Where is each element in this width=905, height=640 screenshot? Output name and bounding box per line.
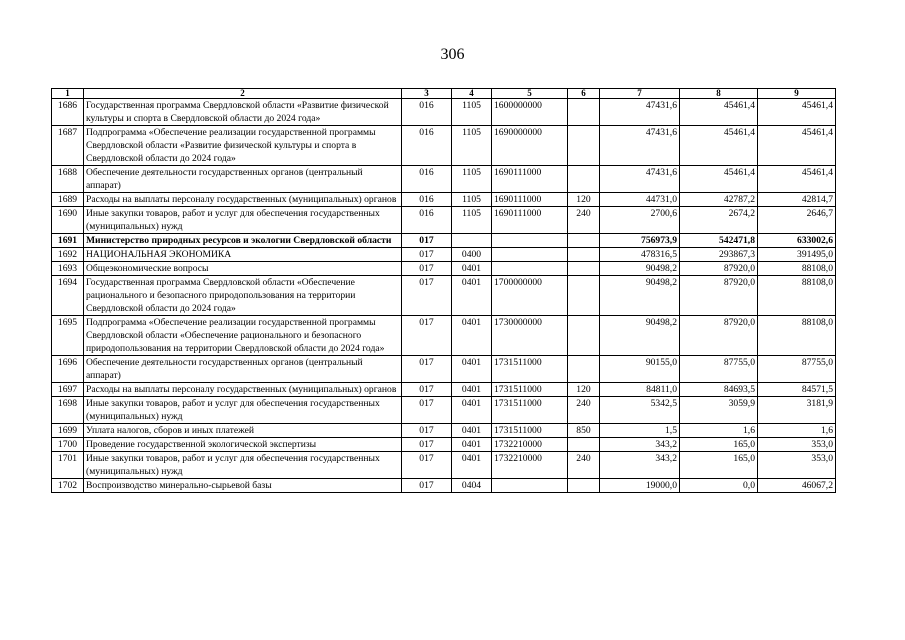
row-name: НАЦИОНАЛЬНАЯ ЭКОНОМИКА [84, 248, 402, 262]
row-section-code: 1105 [452, 193, 492, 207]
row-amount-col9: 84571,5 [758, 383, 836, 397]
row-expense-type: 240 [568, 397, 600, 424]
col-header: 2 [84, 89, 402, 99]
row-expense-type [568, 262, 600, 276]
row-target-code: 1731511000 [492, 356, 568, 383]
row-expense-type [568, 234, 600, 248]
row-amount-col9: 1,6 [758, 424, 836, 438]
row-expense-type [568, 438, 600, 452]
row-name: Общеэкономические вопросы [84, 262, 402, 276]
row-number: 1702 [52, 479, 84, 493]
row-amount-col8: 1,6 [680, 424, 758, 438]
col-header: 3 [402, 89, 452, 99]
row-admin-code: 016 [402, 126, 452, 166]
row-amount-col8: 165,0 [680, 438, 758, 452]
row-amount-col8: 42787,2 [680, 193, 758, 207]
col-header: 6 [568, 89, 600, 99]
row-name: Расходы на выплаты персоналу государственных (муниципальных) органов [84, 383, 402, 397]
row-amount-col8: 87920,0 [680, 276, 758, 316]
row-number: 1686 [52, 99, 84, 126]
row-amount-col9: 88108,0 [758, 262, 836, 276]
row-amount-col9: 88108,0 [758, 316, 836, 356]
row-amount-col7: 478316,5 [600, 248, 680, 262]
row-name: Государственная программа Свердловской области «Обеспечение рационального и безопасного природопользования на территории Свердловской области до 2024 года» [84, 276, 402, 316]
table-row [52, 356, 836, 383]
row-amount-col7: 343,2 [600, 452, 680, 479]
row-number: 1694 [52, 276, 84, 316]
row-expense-type: 240 [568, 452, 600, 479]
row-section-code: 0401 [452, 438, 492, 452]
row-target-code [492, 262, 568, 276]
row-expense-type [568, 316, 600, 356]
row-section-code: 1105 [452, 207, 492, 234]
row-section-code: 0401 [452, 316, 492, 356]
row-amount-col8: 542471,8 [680, 234, 758, 248]
row-expense-type [568, 248, 600, 262]
row-amount-col7: 756973,9 [600, 234, 680, 248]
row-amount-col9: 42814,7 [758, 193, 836, 207]
row-number: 1693 [52, 262, 84, 276]
row-target-code: 1731511000 [492, 383, 568, 397]
row-target-code: 1700000000 [492, 276, 568, 316]
row-admin-code: 017 [402, 383, 452, 397]
row-name: Иные закупки товаров, работ и услуг для обеспечения государственных (муниципальных) нужд [84, 397, 402, 424]
col-header: 5 [492, 89, 568, 99]
row-amount-col9: 87755,0 [758, 356, 836, 383]
row-amount-col7: 90498,2 [600, 316, 680, 356]
row-amount-col9: 633002,6 [758, 234, 836, 248]
row-name: Обеспечение деятельности государственных органов (центральный аппарат) [84, 356, 402, 383]
row-admin-code: 017 [402, 248, 452, 262]
row-number: 1700 [52, 438, 84, 452]
row-expense-type [568, 479, 600, 493]
row-amount-col8: 45461,4 [680, 126, 758, 166]
table-row [52, 397, 836, 424]
row-target-code [492, 479, 568, 493]
table-row [52, 479, 836, 493]
row-target-code: 1690000000 [492, 126, 568, 166]
row-expense-type: 240 [568, 207, 600, 234]
row-name: Иные закупки товаров, работ и услуг для обеспечения государственных (муниципальных) нужд [84, 452, 402, 479]
row-name: Подпрограмма «Обеспечение реализации государственной программы Свердловской области «Развитие физической культуры и спорта в Свердловской области до 2024 года» [84, 126, 402, 166]
row-name: Иные закупки товаров, работ и услуг для обеспечения государственных (муниципальных) нужд [84, 207, 402, 234]
row-amount-col7: 44731,0 [600, 193, 680, 207]
row-amount-col8: 3059,9 [680, 397, 758, 424]
row-target-code: 1731511000 [492, 424, 568, 438]
col-header: 8 [680, 89, 758, 99]
table-header-row [52, 89, 836, 99]
row-section-code: 0401 [452, 397, 492, 424]
row-section-code: 0401 [452, 452, 492, 479]
row-amount-col9: 88108,0 [758, 276, 836, 316]
row-name: Подпрограмма «Обеспечение реализации государственной программы Свердловской области «Обеспечение рационального и безопасного природопользования на территории Свердловской области до 2024 года» [84, 316, 402, 356]
table-row [52, 276, 836, 316]
row-amount-col9: 45461,4 [758, 166, 836, 193]
row-target-code [492, 234, 568, 248]
row-amount-col9: 3181,9 [758, 397, 836, 424]
row-target-code: 1732210000 [492, 438, 568, 452]
row-section-code [452, 234, 492, 248]
row-expense-type: 120 [568, 383, 600, 397]
row-number: 1699 [52, 424, 84, 438]
budget-table [51, 88, 836, 493]
row-amount-col8: 87755,0 [680, 356, 758, 383]
table-row [52, 383, 836, 397]
row-admin-code: 017 [402, 316, 452, 356]
row-number: 1687 [52, 126, 84, 166]
table-row [52, 99, 836, 126]
row-amount-col9: 391495,0 [758, 248, 836, 262]
row-admin-code: 016 [402, 193, 452, 207]
row-admin-code: 016 [402, 207, 452, 234]
row-amount-col7: 2700,6 [600, 207, 680, 234]
row-amount-col7: 47431,6 [600, 99, 680, 126]
row-amount-col7: 47431,6 [600, 166, 680, 193]
table-body [52, 99, 836, 493]
row-amount-col7: 1,5 [600, 424, 680, 438]
row-target-code: 1690111000 [492, 166, 568, 193]
row-amount-col7: 5342,5 [600, 397, 680, 424]
row-admin-code: 016 [402, 166, 452, 193]
row-expense-type: 850 [568, 424, 600, 438]
col-header: 4 [452, 89, 492, 99]
row-expense-type [568, 166, 600, 193]
row-amount-col9: 353,0 [758, 438, 836, 452]
row-section-code: 1105 [452, 99, 492, 126]
row-amount-col7: 19000,0 [600, 479, 680, 493]
table-row [52, 438, 836, 452]
row-amount-col9: 46067,2 [758, 479, 836, 493]
table-row [52, 126, 836, 166]
row-number: 1690 [52, 207, 84, 234]
row-section-code: 0401 [452, 424, 492, 438]
row-target-code: 1600000000 [492, 99, 568, 126]
row-number: 1695 [52, 316, 84, 356]
row-amount-col8: 84693,5 [680, 383, 758, 397]
row-admin-code: 017 [402, 262, 452, 276]
row-expense-type [568, 126, 600, 166]
row-section-code: 0401 [452, 276, 492, 316]
row-target-code: 1690111000 [492, 193, 568, 207]
row-amount-col7: 47431,6 [600, 126, 680, 166]
row-amount-col8: 2674,2 [680, 207, 758, 234]
row-expense-type [568, 99, 600, 126]
row-amount-col8: 45461,4 [680, 99, 758, 126]
row-admin-code: 017 [402, 479, 452, 493]
row-name: Уплата налогов, сборов и иных платежей [84, 424, 402, 438]
row-amount-col7: 90155,0 [600, 356, 680, 383]
row-number: 1701 [52, 452, 84, 479]
col-header: 7 [600, 89, 680, 99]
row-section-code: 0401 [452, 356, 492, 383]
table-row [52, 234, 836, 248]
row-name: Министерство природных ресурсов и экологии Свердловской области [84, 234, 402, 248]
row-admin-code: 017 [402, 276, 452, 316]
row-expense-type [568, 356, 600, 383]
col-header: 1 [52, 89, 84, 99]
row-admin-code: 017 [402, 397, 452, 424]
row-amount-col8: 87920,0 [680, 316, 758, 356]
row-number: 1698 [52, 397, 84, 424]
row-admin-code: 017 [402, 234, 452, 248]
row-target-code: 1690111000 [492, 207, 568, 234]
row-admin-code: 016 [402, 99, 452, 126]
row-target-code: 1730000000 [492, 316, 568, 356]
row-target-code: 1731511000 [492, 397, 568, 424]
table-row [52, 452, 836, 479]
row-amount-col7: 90498,2 [600, 262, 680, 276]
row-amount-col8: 165,0 [680, 452, 758, 479]
row-number: 1697 [52, 383, 84, 397]
row-amount-col7: 84811,0 [600, 383, 680, 397]
row-number: 1688 [52, 166, 84, 193]
row-section-code: 1105 [452, 126, 492, 166]
row-amount-col9: 45461,4 [758, 126, 836, 166]
row-amount-col8: 87920,0 [680, 262, 758, 276]
table-row [52, 193, 836, 207]
row-number: 1691 [52, 234, 84, 248]
row-amount-col9: 45461,4 [758, 99, 836, 126]
row-number: 1692 [52, 248, 84, 262]
table-row [52, 207, 836, 234]
row-number: 1696 [52, 356, 84, 383]
row-amount-col8: 45461,4 [680, 166, 758, 193]
row-expense-type [568, 276, 600, 316]
row-number: 1689 [52, 193, 84, 207]
row-expense-type: 120 [568, 193, 600, 207]
row-admin-code: 017 [402, 424, 452, 438]
row-amount-col7: 90498,2 [600, 276, 680, 316]
row-amount-col9: 2646,7 [758, 207, 836, 234]
row-name: Воспроизводство минерально-сырьевой базы [84, 479, 402, 493]
table-row [52, 316, 836, 356]
row-amount-col8: 0,0 [680, 479, 758, 493]
row-target-code: 1732210000 [492, 452, 568, 479]
row-amount-col8: 293867,3 [680, 248, 758, 262]
row-amount-col7: 343,2 [600, 438, 680, 452]
row-admin-code: 017 [402, 356, 452, 383]
row-name: Государственная программа Свердловской области «Развитие физической культуры и спорта в Свердловской области до 2024 года» [84, 99, 402, 126]
row-name: Проведение государственной экологической экспертизы [84, 438, 402, 452]
table-row [52, 248, 836, 262]
table-row [52, 424, 836, 438]
row-name: Обеспечение деятельности государственных органов (центральный аппарат) [84, 166, 402, 193]
row-amount-col9: 353,0 [758, 452, 836, 479]
row-section-code: 0400 [452, 248, 492, 262]
row-section-code: 0404 [452, 479, 492, 493]
row-target-code [492, 248, 568, 262]
page-number: 306 [440, 46, 465, 63]
table-row [52, 262, 836, 276]
col-header: 9 [758, 89, 836, 99]
row-name: Расходы на выплаты персоналу государственных (муниципальных) органов [84, 193, 402, 207]
table-row [52, 166, 836, 193]
row-admin-code: 017 [402, 452, 452, 479]
row-section-code: 0401 [452, 383, 492, 397]
row-admin-code: 017 [402, 438, 452, 452]
row-section-code: 0401 [452, 262, 492, 276]
row-section-code: 1105 [452, 166, 492, 193]
